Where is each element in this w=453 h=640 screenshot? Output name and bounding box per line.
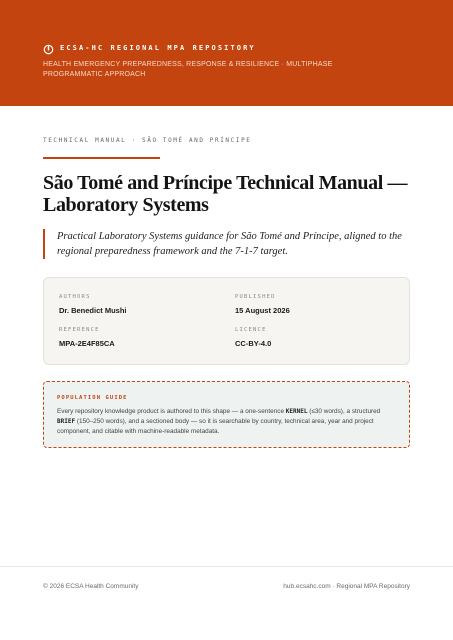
header-banner [0, 0, 453, 106]
meta-published-label: PUBLISHED [235, 294, 276, 300]
metadata-card [43, 277, 410, 365]
brief-keyword: BRIEF [57, 418, 76, 426]
meta-authors [59, 294, 127, 315]
guide-text [57, 407, 400, 438]
guide-title: POPULATION GUIDE [57, 395, 128, 401]
meta-reference-label: REFERENCE [59, 327, 100, 333]
kernel-keyword: KERNEL [285, 408, 308, 415]
page-title: São Tomé and Príncipe Technical Manual — Laboratory Systems [43, 172, 408, 216]
meta-licence [235, 327, 271, 348]
guide-text-part: Every repository knowledge product is authored to this shape — a one-sentence [57, 408, 286, 415]
footer-site-link[interactable]: hub.ecsahc.com · Regional MPA Repository [283, 583, 410, 590]
document-eyebrow: TECHNICAL MANUAL · SÃO TOMÉ AND PRÍNCIPE [43, 137, 252, 144]
meta-published-value: 15 August 2026 [235, 306, 290, 315]
accent-divider [43, 157, 160, 159]
meta-reference [59, 327, 115, 348]
guide-text-part: (150–250 words), and a sectioned body — so it is searchable by country, technical area, year and project component, and citable with machine-readable metadata. [57, 418, 374, 436]
meta-authors-label: AUTHORS [59, 294, 91, 300]
meta-licence-label: LICENCE [235, 327, 267, 333]
meta-licence-value: CC-BY-4.0 [235, 339, 272, 348]
population-guide [43, 381, 410, 448]
footer-divider [0, 566, 453, 567]
meta-authors-value: Dr. Benedict Mushi [59, 306, 127, 315]
power-icon [43, 42, 54, 53]
document-lede: Practical Laboratory Systems guidance for São Tomé and Príncipe, aligned to the regional preparedness framework and the 7-1-7 target. [43, 229, 413, 259]
brand-title: ECSA-HC REGIONAL MPA REPOSITORY [60, 43, 256, 52]
guide-text-part: (≤30 words), a structured [307, 408, 381, 415]
meta-published [235, 294, 290, 315]
meta-reference-value: MPA-2E4F85CA [59, 339, 115, 348]
footer-copyright: © 2026 ECSA Health Community [43, 583, 139, 590]
repository-brand[interactable] [43, 42, 256, 53]
banner-subtitle: HEALTH EMERGENCY PREPAREDNESS, RESPONSE & RESILIENCE · MULTIPHASE PROGRAMMATIC APPROACH [43, 61, 333, 78]
